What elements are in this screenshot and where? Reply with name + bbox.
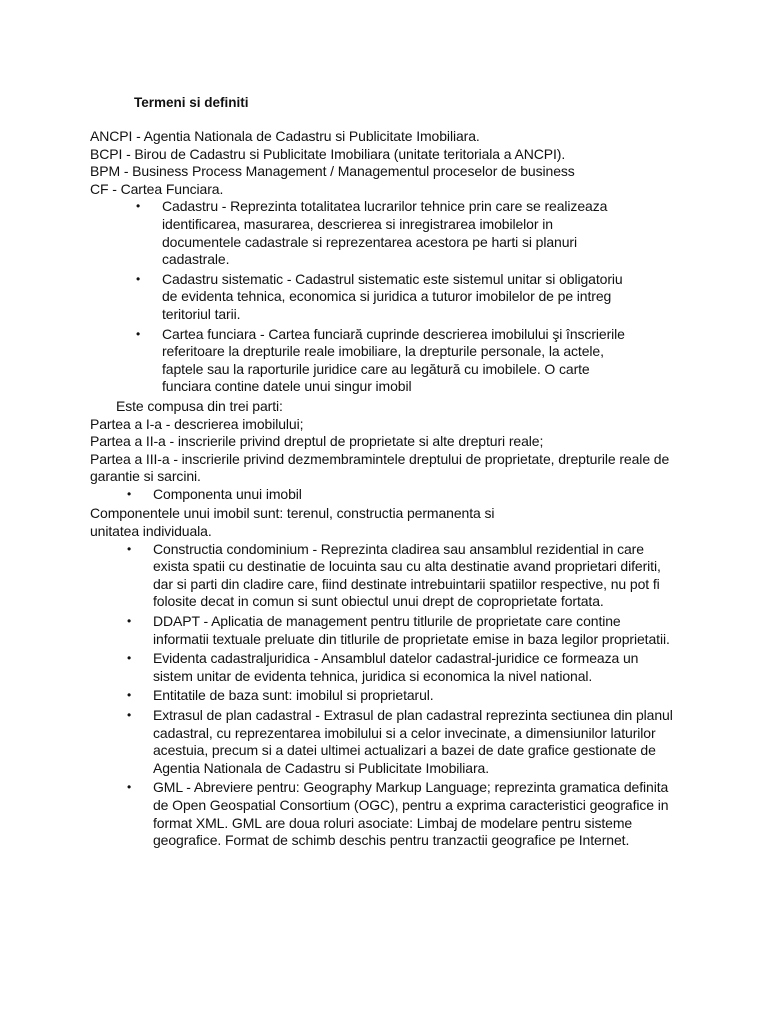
definition-gml: GML - Abreviere pentru: Geography Markup Language; reprezinta gramatica definita de Open Geospatial Consortium (OGC), pentru a exprima caracteristici geografice in format XML. GML are doua roluri asociate: Limbaj de modelare pentru sisteme geografice. Format de schimb deschis pentru tranzactii geografice pe Internet. bbox=[153, 779, 669, 849]
abbrev-ancpi: ANCPI - Agentia Nationala de Cadastru si Publicitate Imobiliara. bbox=[90, 128, 480, 144]
definition-cadastru-sistematic: Cadastru sistematic - Cadastrul sistematic este sistemul unitar si obligatoriu de evidenta tehnica, economica si juridica a tuturor imobilelor de pe intreg teritoriul tarii. bbox=[162, 270, 623, 322]
bullet-icon: • bbox=[127, 486, 132, 501]
abbrev-cf: CF - Cartea Funciara. bbox=[90, 180, 224, 197]
definition-evidenta: Evidenta cadastraljuridica - Ansamblul datelor cadastral-juridice ce formeaza un sistem unitar de evidenta tehnica, juridica si economica la nivel national. bbox=[153, 650, 639, 684]
componente-line-1: Componentele unui imobil sunt: terenul, constructia permanenta si bbox=[90, 505, 495, 522]
definition-ddapt: DDAPT - Aplicatia de management pentru titlurile de proprietate care contine informatii textuale preluate din titlurile de proprietate emise in baza legilor proprietatii. bbox=[153, 613, 670, 647]
list-item bbox=[127, 779, 675, 849]
list-item bbox=[127, 540, 675, 611]
list-item bbox=[127, 687, 675, 705]
abbrev-bcpi: BCPI - Birou de Cadastru si Publicitate Imobiliara (unitate teritoriala a ANCPI). bbox=[90, 145, 566, 162]
bullet-icon: • bbox=[136, 271, 141, 286]
bullet-icon: • bbox=[127, 614, 132, 629]
componenta-heading: Componenta unui imobil bbox=[153, 485, 302, 502]
bullet-icon: • bbox=[127, 780, 132, 795]
definition-extras-plan: Extrasul de plan cadastral - Extrasul de plan cadastral reprezinta sectiunea din planul cadastral, cu reprezentarea imobilului si a celor invecinate, a dimensiunilor laturilor acestuia, precum si a datei ultimei actualizari a bazei de date grafice gestionate de Agentia Nationala de Cadastru si Publicitate Imobiliara. bbox=[153, 707, 673, 776]
definition-entitati: Entitatile de baza sunt: imobilul si proprietarul. bbox=[153, 687, 434, 704]
list-item bbox=[136, 198, 632, 268]
bullet-icon: • bbox=[127, 541, 132, 556]
page-title: Termeni si definiti bbox=[134, 95, 249, 110]
definition-condominium: Constructia condominium - Reprezinta cladirea sau ansamblul rezidential in care exista spatii cu destinatie de locuinta sau cu alta destinatie avand proprietari diferiti, dar si parti din cladire care, fiind destinate intrebuintarii spatiilor respective, nu pot fi folosite decat in comun si sunt obiectul unui drept de coproprietate fortata. bbox=[153, 540, 661, 610]
partea-3: Partea a III-a - inscrierile privind dezmembramintele dreptului de proprietate, drepturile reale de garantie si sarcini. bbox=[90, 450, 670, 485]
bullet-icon: • bbox=[127, 688, 132, 703]
list-item bbox=[127, 613, 675, 648]
bullet-icon: • bbox=[136, 199, 141, 214]
bullet-icon: • bbox=[127, 708, 132, 722]
partea-1: Partea a I-a - descrierea imobilului; bbox=[90, 415, 304, 432]
componente-line-2: unitatea individuala. bbox=[90, 523, 212, 540]
list-item bbox=[127, 485, 633, 504]
definition-cartea-funciara: Cartea funciara - Cartea funciară cuprinde descrierea imobilului şi înscrierile referitoare la drepturile reale imobiliare, la drepturile personale, la actele, faptele sau la raporturile juridice care au legătură cu imobilele. O carte funciara contine datele unui singur imobil bbox=[162, 325, 625, 395]
list-item bbox=[127, 707, 675, 777]
definitions-list-1 bbox=[90, 198, 690, 396]
document-body bbox=[90, 128, 690, 852]
compusa-intro: Este compusa din trei parti: bbox=[116, 397, 283, 414]
bullet-icon: • bbox=[136, 326, 141, 341]
list-item bbox=[127, 650, 675, 685]
list-item bbox=[136, 325, 632, 396]
list-item bbox=[136, 270, 632, 324]
componenta-list bbox=[90, 486, 690, 504]
bullet-icon: • bbox=[127, 651, 132, 666]
definition-cadastru: Cadastru - Reprezinta totalitatea lucrarilor tehnice prin care se realizeaza identificarea, masurarea, descrierea si inregistrarea imobilelor in documentele cadastrale si reprezentarea acestora pe harti si planuri cadastrale. bbox=[162, 198, 608, 268]
partea-2: Partea a II-a - inscrierile privind dreptul de proprietate si alte drepturi reale; bbox=[90, 433, 544, 450]
definitions-list-2 bbox=[90, 541, 690, 850]
abbrev-bpm: BPM - Business Process Management / Managementul proceselor de business bbox=[90, 163, 575, 180]
